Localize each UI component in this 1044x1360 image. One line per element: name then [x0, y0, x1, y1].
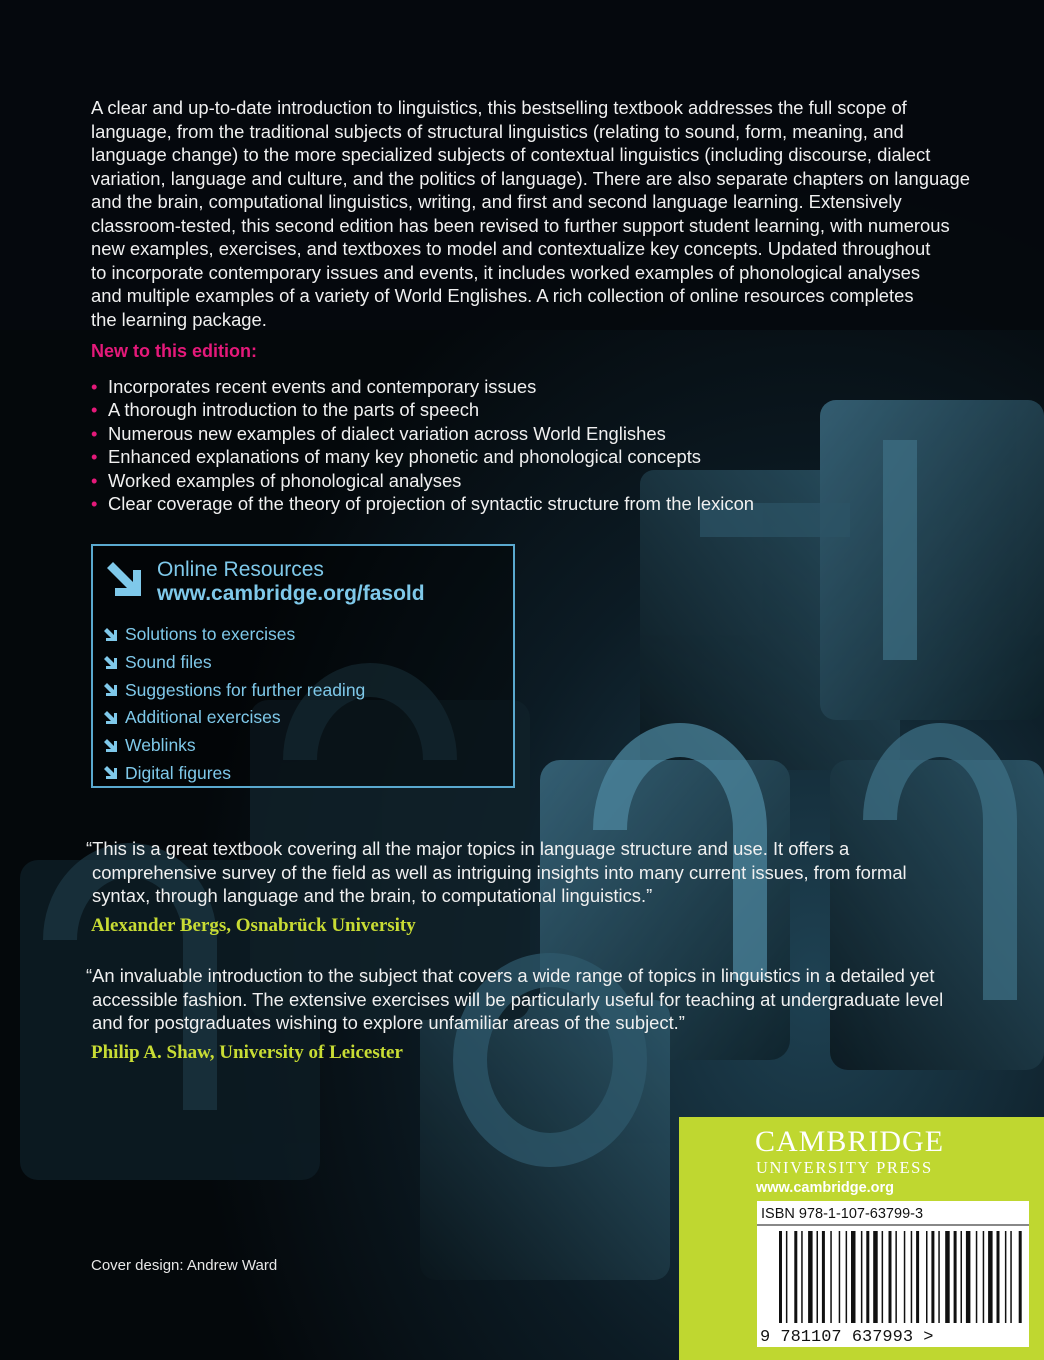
bullet-icon: •: [91, 376, 98, 397]
description-line: to incorporate contemporary issues and events, it includes worked examples of phonological analyses: [91, 261, 921, 283]
barcode-bar: [794, 1231, 797, 1323]
new-edition-item: [91, 492, 754, 515]
quote-line: “An invaluable introduction to the subject that covers a wide range of topics in linguistics in a detailed yet: [86, 965, 935, 986]
publisher-url[interactable]: www.cambridge.org: [756, 1180, 895, 1196]
resource-item: [103, 649, 365, 677]
resource-item-label: Weblinks: [125, 735, 196, 756]
new-edition-list: [91, 375, 754, 515]
barcode-bar: [976, 1231, 978, 1323]
new-edition-item-text: Incorporates recent events and contemporary issues: [108, 376, 537, 397]
bullet-icon: •: [91, 446, 98, 468]
online-resources-url[interactable]: www.cambridge.org/fasold: [157, 582, 425, 605]
resource-item-label: Solutions to exercises: [125, 624, 296, 645]
arrow-down-right-icon: [103, 682, 119, 698]
barcode-bar: [916, 1231, 919, 1323]
barcode-bar: [808, 1231, 813, 1323]
arrow-down-right-icon: [103, 765, 119, 781]
resource-item: [103, 759, 365, 787]
barcode-bar: [801, 1231, 803, 1323]
barcode-bar: [1019, 1231, 1022, 1323]
barcode-bar: [1010, 1231, 1012, 1323]
barcode-bar: [882, 1231, 884, 1323]
online-resources-box: [91, 544, 515, 788]
barcode-bar: [817, 1231, 819, 1323]
resource-item-label: Digital figures: [125, 762, 232, 783]
barcode-bar: [861, 1231, 863, 1323]
barcode-bar: [938, 1231, 940, 1323]
description-line: language change) to the more specialized subjects of contextual linguistics (including discourse, dialect: [91, 144, 931, 165]
description-line: A clear and up-to-date introduction to linguistics, this bestselling textbook addresses the full scope of: [91, 97, 907, 118]
endorsement-quote: [86, 964, 966, 1035]
cover-design-credit: Cover design: Andrew Ward: [91, 1257, 278, 1274]
endorsement-attribution: Philip A. Shaw, University of Leicester: [91, 1042, 403, 1063]
resource-item-label: Additional exercises: [125, 707, 281, 728]
barcode-bar: [904, 1231, 906, 1323]
barcode-bar: [786, 1231, 788, 1323]
new-edition-item: [91, 398, 754, 421]
description-line: classroom-tested, this second edition has been revised to further support student learning, with numerous: [91, 214, 950, 236]
bullet-icon: •: [91, 399, 98, 421]
new-edition-heading: New to this edition:: [91, 341, 257, 361]
barcode-bar: [895, 1231, 897, 1323]
barcode-bar: [830, 1231, 832, 1323]
publisher-name: CAMBRIDGE: [755, 1125, 945, 1158]
description-line: and multiple examples of a variety of World Englishes. A rich collection of online resources completes: [91, 285, 914, 306]
barcode-bar: [997, 1231, 1000, 1323]
quote-line: accessible fashion. The extensive exercises will be particularly useful for teaching at undergraduate level: [92, 988, 944, 1010]
barcode-bar: [889, 1231, 892, 1323]
resource-item-label: Sound files: [125, 652, 212, 673]
new-edition-item-text: Numerous new examples of dialect variation across World Englishes: [108, 422, 666, 444]
barcode-bar: [966, 1231, 971, 1323]
description-line: new examples, exercises, and textboxes to model and contextualize key concepts. Updated throughout: [91, 238, 931, 259]
bullet-icon: •: [91, 493, 98, 515]
endorsement-attribution: Alexander Bergs, Osnabrück University: [91, 915, 416, 936]
online-resources-title: Online Resources: [157, 558, 324, 581]
barcode-digits: 9 781107 637993 >: [760, 1328, 934, 1347]
barcode-bar: [846, 1231, 848, 1323]
new-edition-item-text: A thorough introduction to the parts of speech: [108, 399, 480, 421]
resource-item: [103, 676, 365, 704]
arrow-down-right-icon: [103, 558, 147, 602]
bullet-icon: •: [91, 469, 98, 491]
new-edition-item: [91, 445, 754, 468]
bullet-icon: •: [91, 422, 98, 444]
quote-line: syntax, through language and the brain, to computational linguistics.”: [92, 885, 653, 906]
endorsement-quote: [86, 837, 966, 908]
barcode-bar: [873, 1231, 878, 1323]
barcode-bar: [931, 1231, 934, 1323]
new-edition-item-text: Worked examples of phonological analyses: [108, 469, 462, 491]
new-edition-item: [91, 469, 754, 492]
description-line: the learning package.: [91, 308, 267, 330]
online-resources-list: [103, 621, 365, 787]
barcode-bar: [1005, 1231, 1007, 1323]
barcode-bar: [779, 1231, 782, 1323]
barcode-bar: [866, 1231, 869, 1323]
barcode-bar: [839, 1231, 841, 1323]
barcode-bar: [926, 1231, 928, 1323]
new-edition-item: [91, 422, 754, 445]
barcode-bar: [961, 1231, 963, 1323]
quote-line: and for postgraduates wishing to explore unfamiliar areas of the subject.”: [92, 1012, 685, 1033]
description-line: and the brain, computational linguistics, writing, and first and second language learning. Extensively: [91, 191, 902, 212]
new-edition-item-text: Enhanced explanations of many key phonetic and phonological concepts: [108, 446, 701, 468]
resource-item: [103, 621, 365, 649]
isbn-barcode: [757, 1201, 1029, 1347]
resource-item: [103, 704, 365, 732]
new-edition-item: [91, 375, 754, 398]
arrow-down-right-icon: [103, 738, 119, 754]
barcode-bar: [911, 1231, 913, 1323]
barcode-icon: [757, 1201, 1029, 1347]
arrow-down-right-icon: [103, 710, 119, 726]
barcode-bar: [983, 1231, 985, 1323]
new-edition-item-text: Clear coverage of the theory of projection of syntactic structure from the lexicon: [108, 493, 755, 515]
quote-line: “This is a great textbook covering all the major topics in language structure and use. It offers a: [86, 838, 850, 859]
barcode-bar: [851, 1231, 856, 1323]
publisher-subtitle: UNIVERSITY PRESS: [756, 1158, 933, 1177]
resource-item: [103, 732, 365, 760]
quote-line: comprehensive survey of the field as well as intriguing insights into many current issues, from formal: [92, 861, 907, 883]
description-line: variation, language and culture, and the politics of language). There are also separate chapters on language: [91, 167, 970, 189]
barcode-bar: [822, 1231, 825, 1323]
arrow-down-right-icon: [103, 627, 119, 643]
barcode-bar: [954, 1231, 957, 1323]
barcode-bar: [988, 1231, 993, 1323]
barcode-bar: [945, 1231, 950, 1323]
description-line: language, from the traditional subjects of structural linguistics (relating to sound, form, meaning, and: [91, 120, 904, 142]
book-description: [91, 96, 981, 331]
arrow-down-right-icon: [103, 655, 119, 671]
resource-item-label: Suggestions for further reading: [125, 679, 366, 700]
isbn-label: ISBN 978-1-107-63799-3: [761, 1206, 924, 1222]
